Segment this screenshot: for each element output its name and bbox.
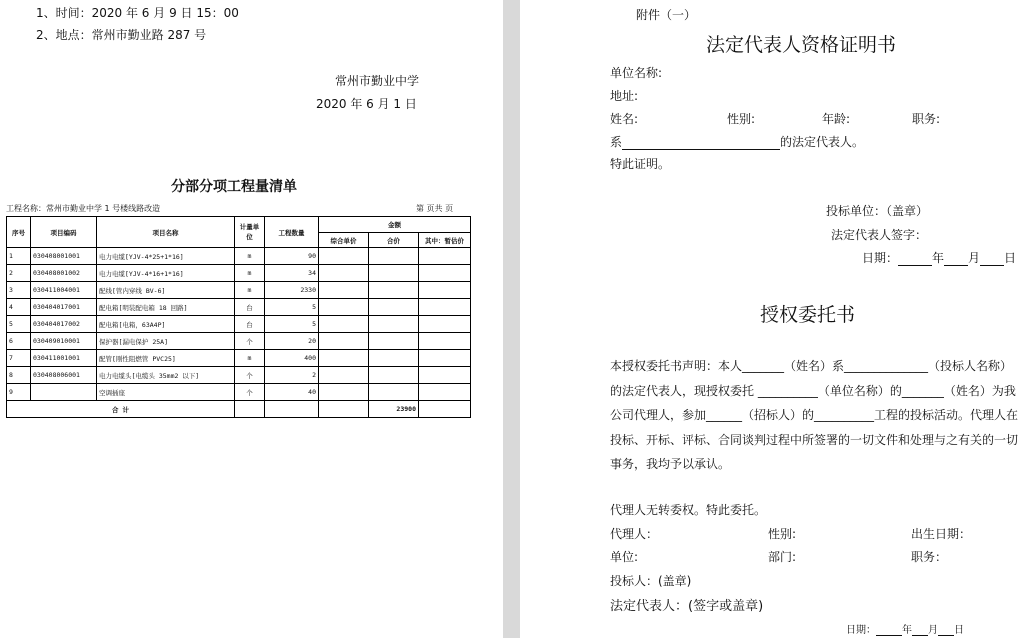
cert-date-year: 年 bbox=[932, 251, 945, 265]
cell-qty: 400 bbox=[265, 350, 319, 367]
cell-name: 保护器[漏电保护 25A] bbox=[97, 333, 235, 350]
col-header-qty: 工程数量 bbox=[265, 217, 319, 248]
cell-qty: 5 bbox=[265, 316, 319, 333]
cert-title: 法定代表人资格证明书 bbox=[706, 34, 897, 56]
cert-bidder-unit: 投标单位：（盖章） bbox=[826, 204, 929, 218]
col-header-unit-price: 综合单价 bbox=[319, 233, 369, 248]
poa-date-month: 月 bbox=[928, 625, 938, 636]
blank bbox=[876, 625, 902, 636]
cell-seq: 2 bbox=[7, 265, 31, 282]
cell-unit: m bbox=[235, 350, 265, 367]
cell-empty bbox=[319, 282, 369, 299]
poa-date-day: 日 bbox=[954, 625, 964, 636]
cell-empty bbox=[319, 401, 369, 418]
col-header-seq: 序号 bbox=[7, 217, 31, 248]
poa-department: 部门: bbox=[768, 550, 797, 564]
left-document-page bbox=[0, 0, 503, 638]
cert-blank-line bbox=[622, 137, 780, 150]
attachment-label: 附件（一） bbox=[636, 8, 697, 22]
cell-empty bbox=[319, 333, 369, 350]
poa-legal-rep: 法定代表人：(签字或盖章) bbox=[610, 599, 764, 614]
cell-name: 配线[管内穿线 BV-6] bbox=[97, 282, 235, 299]
signature-org: 常州市勤业中学 bbox=[335, 74, 420, 88]
cell-code: 030409010001 bbox=[31, 333, 97, 350]
cell-empty bbox=[419, 333, 471, 350]
cell-code: 030408006001 bbox=[31, 367, 97, 384]
cell-name: 配电箱[明装配电箱 18 回路] bbox=[97, 299, 235, 316]
cell-empty bbox=[369, 367, 419, 384]
col-header-total-price: 合价 bbox=[369, 233, 419, 248]
cell-code: 030411004001 bbox=[31, 282, 97, 299]
cell-name: 电力电缆[YJV-4*25+1*16] bbox=[97, 248, 235, 265]
meeting-place: 2、地点：常州市勤业路 287 号 bbox=[36, 28, 207, 42]
table-row bbox=[7, 333, 471, 350]
cell-qty: 34 bbox=[265, 265, 319, 282]
cell-unit: 个 bbox=[235, 384, 265, 401]
boq-table bbox=[6, 216, 471, 418]
cell-empty bbox=[419, 299, 471, 316]
cert-legal-rep-line bbox=[610, 133, 864, 150]
cert-line-prefix: 系 bbox=[610, 135, 623, 149]
blank bbox=[898, 253, 932, 266]
cell-seq: 8 bbox=[7, 367, 31, 384]
total-label: 合 计 bbox=[7, 401, 235, 418]
cell-name: 空调插座 bbox=[97, 384, 235, 401]
blank bbox=[938, 625, 954, 636]
cell-name: 配管[刚性阻燃管 PVC25] bbox=[97, 350, 235, 367]
total-row bbox=[7, 401, 471, 418]
cell-empty bbox=[419, 384, 471, 401]
cell-name: 配电箱[电箱，63A4P] bbox=[97, 316, 235, 333]
col-header-code: 项目编码 bbox=[31, 217, 97, 248]
table-row bbox=[7, 265, 471, 282]
poa-date-line bbox=[846, 621, 964, 636]
cell-qty: 90 bbox=[265, 248, 319, 265]
cert-age: 年龄: bbox=[822, 112, 851, 126]
boq-project-name: 工程名称：常州市勤业中学 1 号楼线路改造 bbox=[6, 204, 161, 213]
table-row bbox=[7, 282, 471, 299]
cell-qty: 2 bbox=[265, 367, 319, 384]
cert-address: 地址: bbox=[610, 89, 639, 103]
cert-legal-rep-sign: 法定代表人签字： bbox=[831, 228, 928, 242]
poa-statement: 本授权委托书声明：本人_______（姓名）系______________（投标人名称）的法定代表人，现授权委托 __________（单位名称）的_______（姓名）为我公司代理人，参加______（招标人）的__________工程的投标活动。代理人在投标、开标、评标、合同谈判过程中所签署的一切文件和处理与之有关的一切事务，我均予以承认。 bbox=[610, 359, 1019, 471]
cell-seq: 6 bbox=[7, 333, 31, 350]
poa-date-prefix: 日期： bbox=[846, 625, 876, 636]
blank bbox=[912, 625, 928, 636]
col-header-provisional: 其中：暂估价 bbox=[419, 233, 471, 248]
cell-code: 030404017001 bbox=[31, 299, 97, 316]
blank bbox=[980, 253, 1004, 266]
cell-unit: 个 bbox=[235, 367, 265, 384]
table-row bbox=[7, 350, 471, 367]
poa-gender: 性别: bbox=[768, 527, 797, 541]
cert-line-suffix: 的法定代表人。 bbox=[780, 135, 865, 149]
cert-certify: 特此证明。 bbox=[610, 157, 671, 171]
signature-date: 2020 年 6 月 1 日 bbox=[316, 97, 417, 111]
cell-empty bbox=[419, 248, 471, 265]
cell-qty: 20 bbox=[265, 333, 319, 350]
cell-code bbox=[31, 384, 97, 401]
table-row bbox=[7, 384, 471, 401]
cell-qty: 2330 bbox=[265, 282, 319, 299]
cell-name: 电力电缆[YJV-4*16+1*16] bbox=[97, 265, 235, 282]
cell-empty bbox=[265, 401, 319, 418]
cell-empty bbox=[419, 265, 471, 282]
cell-code: 030408001002 bbox=[31, 265, 97, 282]
cell-empty bbox=[369, 299, 419, 316]
cell-qty: 40 bbox=[265, 384, 319, 401]
cell-name: 电力电缆头[电缆头 35mm2 以下] bbox=[97, 367, 235, 384]
col-header-unit: 计量单位 bbox=[235, 217, 265, 248]
cert-date-day: 日 bbox=[1004, 251, 1017, 265]
cell-seq: 4 bbox=[7, 299, 31, 316]
cell-empty bbox=[319, 248, 369, 265]
cert-gender: 性别: bbox=[727, 112, 756, 126]
cell-empty bbox=[235, 401, 265, 418]
cell-empty bbox=[319, 299, 369, 316]
poa-birth-date: 出生日期： bbox=[911, 527, 972, 541]
cell-code: 030408001001 bbox=[31, 248, 97, 265]
cell-code: 030411001001 bbox=[31, 350, 97, 367]
cell-empty bbox=[319, 384, 369, 401]
cert-position: 职务: bbox=[912, 112, 941, 126]
cell-empty bbox=[419, 401, 471, 418]
cell-empty bbox=[419, 316, 471, 333]
cell-empty bbox=[319, 316, 369, 333]
cell-seq: 7 bbox=[7, 350, 31, 367]
cell-unit: 台 bbox=[235, 299, 265, 316]
boq-title: 分部分项工程量清单 bbox=[171, 179, 297, 195]
cert-name: 姓名: bbox=[610, 112, 639, 126]
cell-empty bbox=[369, 265, 419, 282]
cell-seq: 9 bbox=[7, 384, 31, 401]
table-row bbox=[7, 316, 471, 333]
cell-empty bbox=[369, 333, 419, 350]
cell-empty bbox=[419, 350, 471, 367]
poa-agent: 代理人： bbox=[610, 527, 659, 541]
blank bbox=[944, 253, 968, 266]
cell-empty bbox=[319, 367, 369, 384]
cell-unit: 个 bbox=[235, 333, 265, 350]
col-header-amount: 金额 bbox=[319, 217, 471, 233]
cell-seq: 5 bbox=[7, 316, 31, 333]
cell-unit: m bbox=[235, 265, 265, 282]
cell-unit: 台 bbox=[235, 316, 265, 333]
boq-page-info: 第 页共 页 bbox=[416, 204, 454, 213]
cell-empty bbox=[319, 265, 369, 282]
col-header-name: 项目名称 bbox=[97, 217, 235, 248]
poa-bidder: 投标人：(盖章) bbox=[610, 574, 692, 588]
poa-unit: 单位: bbox=[610, 550, 639, 564]
cell-code: 030404017002 bbox=[31, 316, 97, 333]
cell-empty bbox=[369, 248, 419, 265]
cell-seq: 1 bbox=[7, 248, 31, 265]
cert-date-line bbox=[862, 249, 1016, 266]
cell-empty bbox=[419, 367, 471, 384]
poa-title: 授权委托书 bbox=[760, 304, 856, 326]
meeting-time: 1、时间：2020 年 6 月 9 日 15：00 bbox=[36, 6, 239, 20]
table-row bbox=[7, 299, 471, 316]
cell-empty bbox=[369, 316, 419, 333]
total-value: 23900 bbox=[369, 401, 419, 418]
cell-empty bbox=[369, 350, 419, 367]
poa-no-transfer: 代理人无转委权。特此委托。 bbox=[610, 503, 767, 517]
cell-unit: m bbox=[235, 282, 265, 299]
cell-qty: 5 bbox=[265, 299, 319, 316]
cell-empty bbox=[369, 282, 419, 299]
cell-unit: m bbox=[235, 248, 265, 265]
poa-position: 职务： bbox=[911, 550, 948, 564]
cell-empty bbox=[319, 350, 369, 367]
table-row bbox=[7, 248, 471, 265]
cert-unit-name: 单位名称: bbox=[610, 66, 663, 80]
cell-empty bbox=[419, 282, 471, 299]
cell-seq: 3 bbox=[7, 282, 31, 299]
cert-date-prefix: 日期： bbox=[862, 251, 899, 265]
poa-date-year: 年 bbox=[902, 625, 912, 636]
cert-date-month: 月 bbox=[968, 251, 981, 265]
cell-empty bbox=[369, 384, 419, 401]
table-row bbox=[7, 367, 471, 384]
